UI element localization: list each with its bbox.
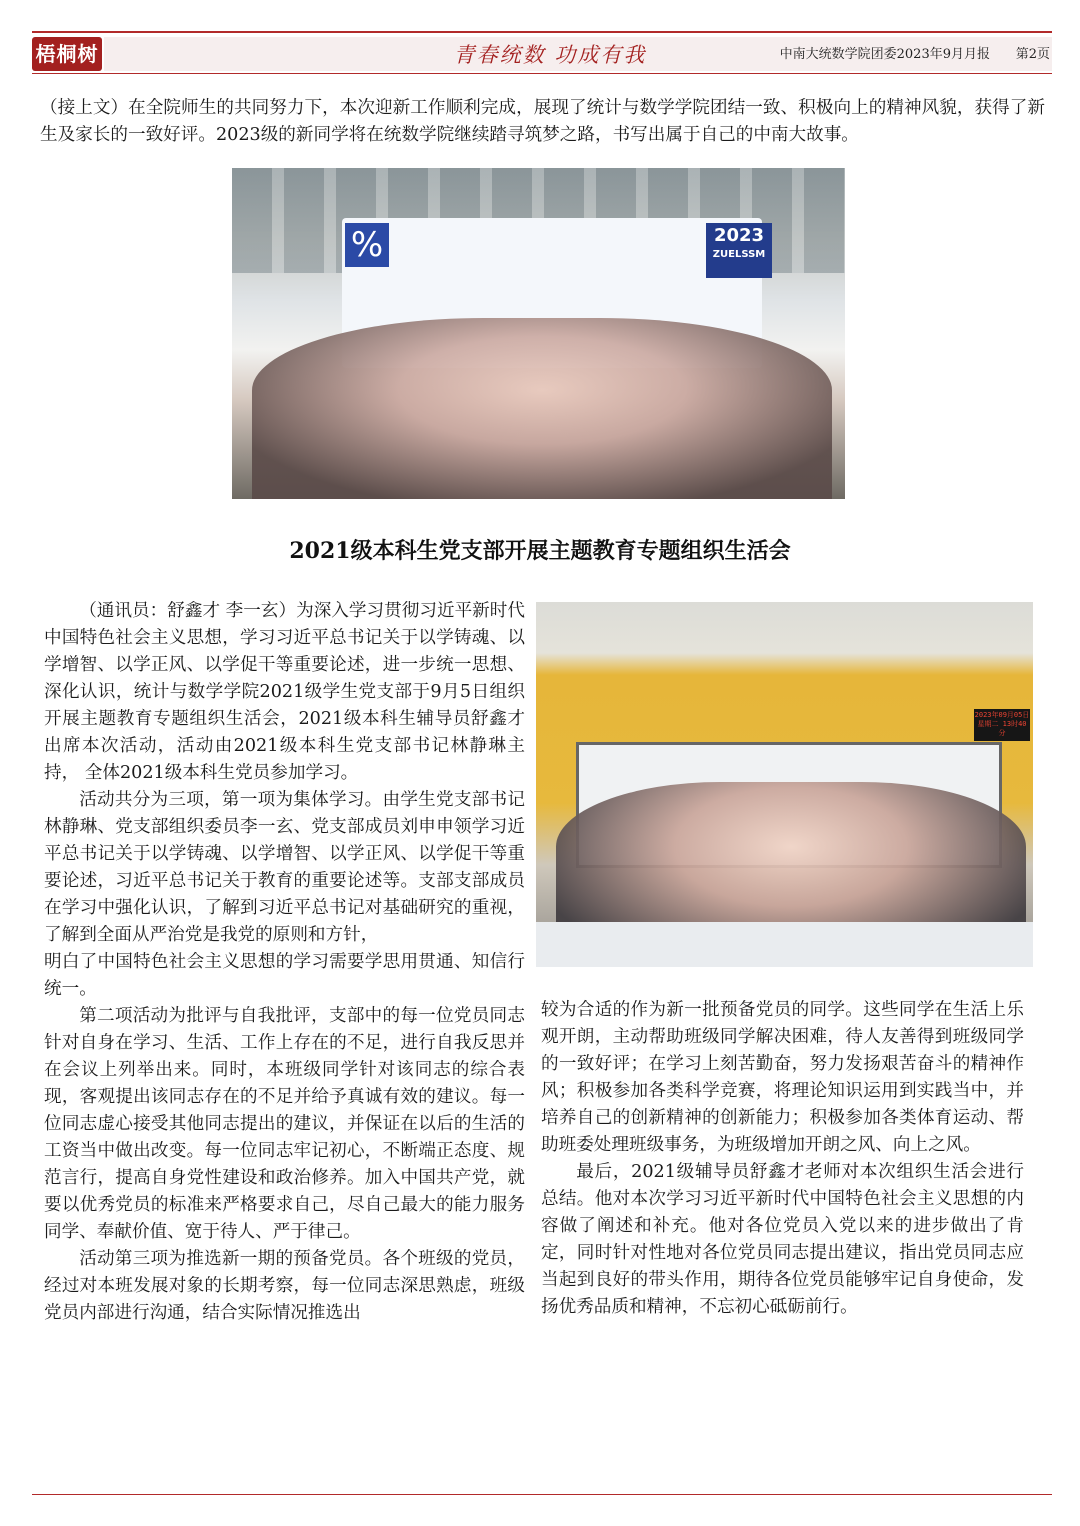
percent-icon: % — [345, 223, 389, 267]
left-paragraph-1: （通讯员：舒鑫才 李一玄）为深入学习贯彻习近平新时代中国特色社会主义思想，学习习近平总书记关于以学铸魂、以学增智、以学正风、以学促干等重要论述，进一步统一思想、深化认识，统计与数学学院2021级学生党支部于9月5日组织开展主题教育专题组织生活会，2021级本科生辅导员舒鑫才出席本次活动，活动由2021级本科生党支部书记林静琳主持， 全体2021级本科生党员参加学习。 — [44, 601, 525, 783]
header-slogan: 青春统数 功成有我 — [453, 43, 647, 67]
crowd-silhouette — [252, 318, 832, 499]
footer-rule — [32, 1494, 1052, 1495]
badge-sub: ZUELSSM — [712, 249, 766, 260]
desk-area — [536, 922, 1033, 967]
top-rule — [32, 31, 1052, 33]
meeting-group-photo — [536, 602, 1033, 967]
left-paragraph-3: 明白了中国特色社会主义思想的学习需要学思用贯通、知信行统一。 — [44, 952, 525, 999]
left-paragraph-4: 第二项活动为批评与自我批评，支部中的每一位党员同志针对自身在学习、生活、工作上存在的不足，进行自我反思并在会议上列举出来。同时，本班级同学针对该同志的综合表现，客观提出该同志存在的不足并给予真诚有效的建议。每一位同志虚心接受其他同志提出的建议，并保证在以后的生活的工资当中做出改变。每一位同志牢记初心，不断端正态度、规范言行，提高自身党性建设和政治修养。加入中国共产党，就要以优秀党员的标准来严格要求自己，尽自己最大的能力服务同学、奉献价值、宽于待人、严于律己。 — [44, 1006, 525, 1242]
classroom-clock: 2023年09月05日 星期二 13时40分 — [974, 709, 1030, 741]
left-paragraph-5: 活动第三项为推选新一期的预备党员。各个班级的党员，经过对本班发展对象的长期考察，每一位同志深思熟虑，班级党员内部进行沟通，结合实际情况推选出 — [44, 1249, 525, 1323]
welcome-group-photo — [232, 168, 845, 499]
newsletter-logo: 梧桐树 — [32, 37, 102, 71]
left-paragraph-2: 活动共分为三项，第一项为集体学习。由学生党支部书记林静琳、党支部组织委员李一玄、党支部成员刘申申领学习近平总书记关于以学铸魂、以学增智、以学正风、以学促干等重要论述，习近平总书记关于教育的重要论述等。支部支部成员在学习中强化认识，了解到习近平总书记对基础研究的重视，了解到全面从严治党是我党的原则和方针， — [44, 790, 525, 945]
badge-year: 2023 — [713, 225, 765, 246]
article-right-column — [541, 997, 1024, 1321]
article-left-column — [44, 598, 525, 1327]
page-number: 第2页 — [1015, 47, 1050, 62]
issue-label: 中南大统数学院团委2023年9月月报 — [779, 47, 990, 62]
article-title: 2021级本科生党支部开展主题教育专题组织生活会 — [289, 538, 791, 564]
intro-paragraph — [40, 95, 1045, 149]
intro-text: （接上文）在全院师生的共同努力下，本次迎新工作顺利完成，展现了统计与数学学院团结一致、积极向上的精神风貌，获得了新生及家长的一致好评。2023级的新同学将在统数学院继续踏寻筑梦之路，书写出属于自己的中南大故事。 — [40, 98, 1045, 145]
right-paragraph-1: 较为合适的作为新一批预备党员的同学。这些同学在生活上乐观开朗，主动帮助班级同学解决困难，待人友善得到班级同学的一致好评；在学习上刻苦勤奋，努力发扬艰苦奋斗的精神作风；积极参加各类科学竞赛，将理论知识运用到实践当中，并培养自己的创新精神的创新能力；积极参加各类体育运动、帮助班委处理班级事务，为班级增加开朗之风、向上之风。 — [541, 1000, 1024, 1155]
right-paragraph-2: 最后，2021级辅导员舒鑫才老师对本次组织生活会进行总结。他对本次学习习近平新时代中国特色社会主义思想的内容做了阐述和补充。他对各位党员入党以来的进步做出了肯定，同时针对性地对各位党员同志提出建议，指出党员同志应当起到良好的带头作用，期待各位党员能够牢记自身使命，发扬优秀品质和精神，不忘初心砥砺前行。 — [541, 1162, 1024, 1317]
year-badge — [706, 223, 772, 278]
header-bottom-rule — [32, 73, 1052, 74]
